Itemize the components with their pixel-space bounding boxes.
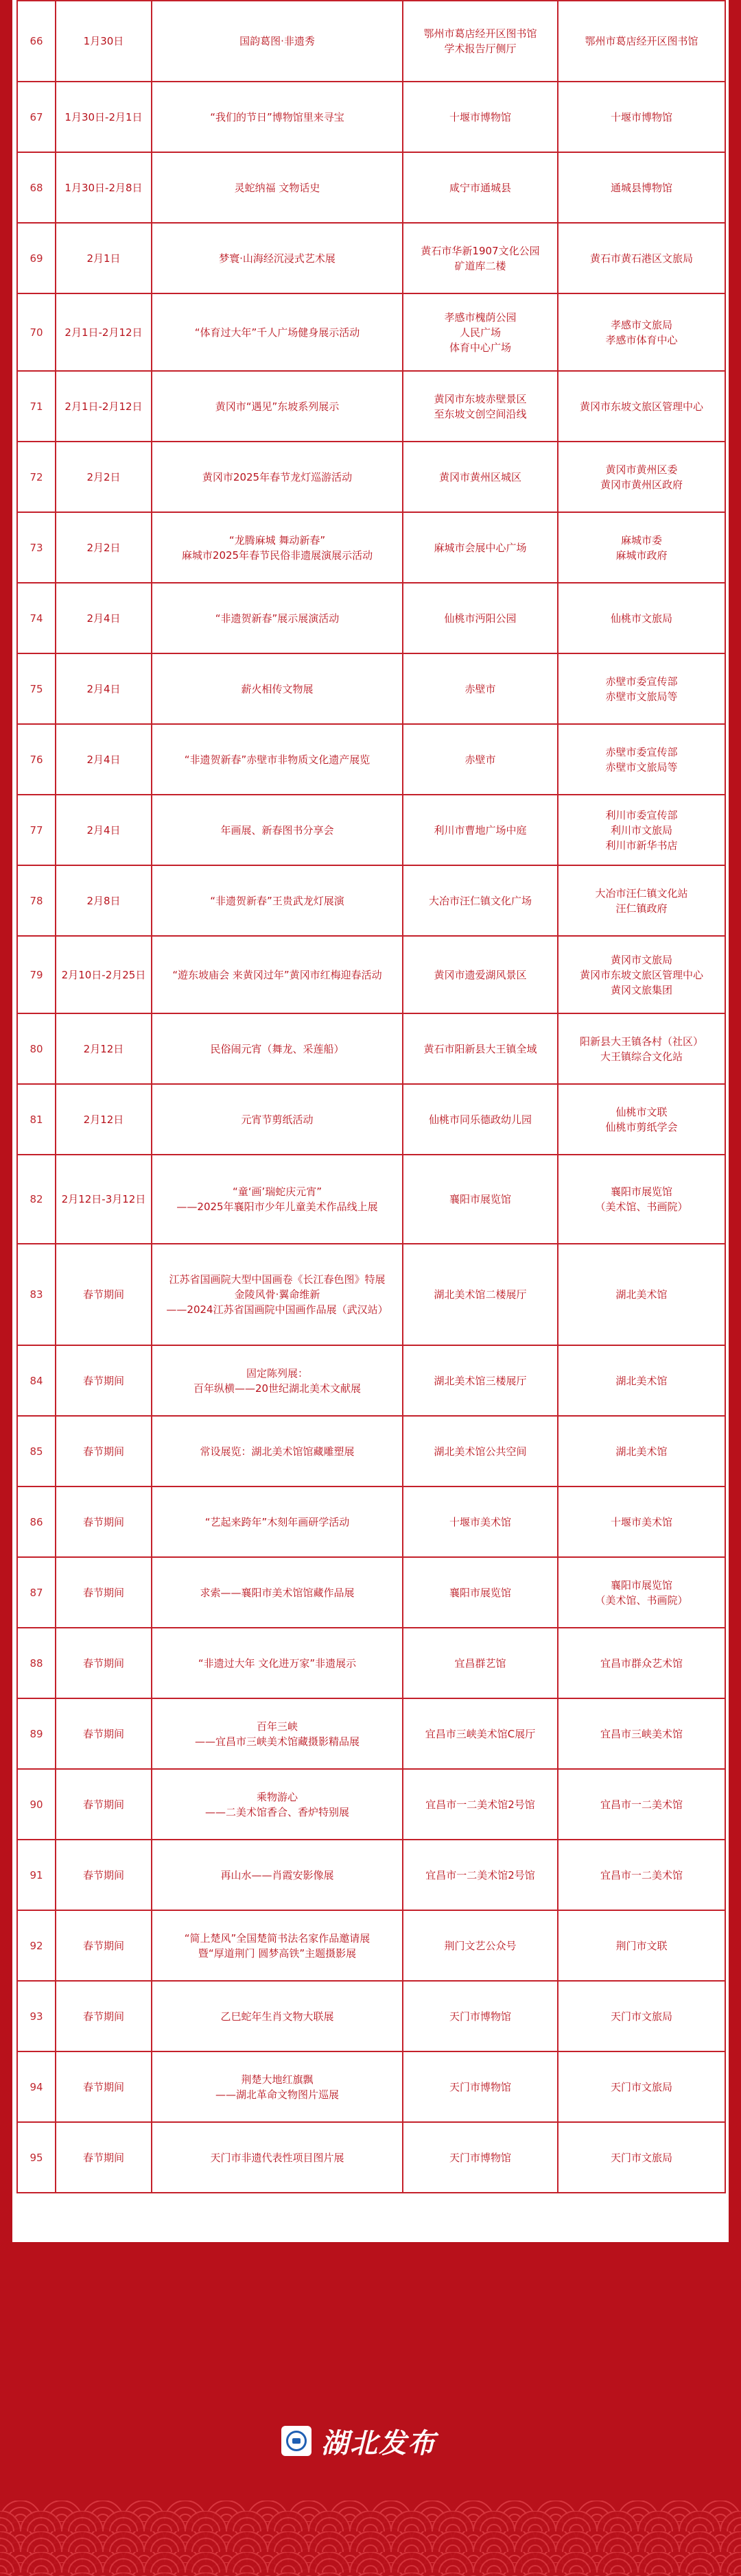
cell-venue: 仙桃市沔阳公园	[403, 583, 558, 653]
cell-venue: 黄石市华新1907文化公园 矿道库二楼	[403, 223, 558, 293]
cell-date: 2月12日	[56, 1013, 152, 1084]
cell-organizer: 黄石市黄石港区文旅局	[558, 223, 725, 293]
cell-organizer: 襄阳市展览馆 （美术馆、书画院）	[558, 1155, 725, 1244]
cell-organizer: 荆门市文联	[558, 1910, 725, 1981]
table-row	[17, 1557, 725, 1628]
cell-venue: 鄂州市葛店经开区图书馆 学术报告厅侧厅	[403, 1, 558, 82]
cell-organizer: 利川市委宣传部 利川市文旅局 利川市新华书店	[558, 795, 725, 865]
cell-event-name: 薪火相传文物展	[152, 653, 403, 724]
table-row	[17, 1013, 725, 1084]
cell-number: 80	[17, 1013, 56, 1084]
cell-venue: 襄阳市展览馆	[403, 1155, 558, 1244]
table-row	[17, 1628, 725, 1698]
cell-venue: 宜昌市一二美术馆2号馆	[403, 1840, 558, 1910]
cell-venue: 襄阳市展览馆	[403, 1557, 558, 1628]
cell-number: 66	[17, 1, 56, 82]
cell-venue: 荆门文艺公众号	[403, 1910, 558, 1981]
table-row	[17, 1769, 725, 1840]
cell-number: 92	[17, 1910, 56, 1981]
cell-date: 1月30日	[56, 1, 152, 82]
cell-number: 74	[17, 583, 56, 653]
cell-number: 87	[17, 1557, 56, 1628]
cell-number: 81	[17, 1084, 56, 1155]
cell-organizer: 黄冈市黄州区委 黄冈市黄州区政府	[558, 442, 725, 512]
cell-number: 75	[17, 653, 56, 724]
cell-event-name: 民俗闹元宵（舞龙、采莲船）	[152, 1013, 403, 1084]
cell-event-name: 乘物游心 ——二美术馆香合、香炉特别展	[152, 1769, 403, 1840]
cell-organizer: 宜昌市一二美术馆	[558, 1840, 725, 1910]
cell-organizer: 鄂州市葛店经开区图书馆	[558, 1, 725, 82]
schedule-card	[12, 0, 729, 2242]
table-row	[17, 1084, 725, 1155]
cell-event-name: 乙巳蛇年生肖文物大联展	[152, 1981, 403, 2051]
cell-date: 2月2日	[56, 442, 152, 512]
cell-venue: 孝感市槐荫公园 人民广场 体育中心广场	[403, 293, 558, 371]
cell-venue: 宜昌市一二美术馆2号馆	[403, 1769, 558, 1840]
cell-date: 2月8日	[56, 865, 152, 936]
cell-number: 91	[17, 1840, 56, 1910]
cell-venue: 天门市博物馆	[403, 2122, 558, 2193]
cell-date: 春节期间	[56, 2051, 152, 2122]
cell-date: 1月30日-2月8日	[56, 152, 152, 223]
cell-number: 71	[17, 371, 56, 442]
cell-date: 2月12日	[56, 1084, 152, 1155]
cell-date: 2月10日-2月25日	[56, 936, 152, 1013]
cell-organizer: 宜昌市群众艺术馆	[558, 1628, 725, 1698]
cell-organizer: 天门市文旅局	[558, 2051, 725, 2122]
cell-event-name: “非遗贺新春”王贵武龙灯展演	[152, 865, 403, 936]
cell-date: 1月30日-2月1日	[56, 82, 152, 152]
cell-date: 2月1日	[56, 223, 152, 293]
table-row	[17, 2051, 725, 2122]
table-row	[17, 936, 725, 1013]
cell-organizer: 阳新县大王镇各村（社区） 大王镇综合文化站	[558, 1013, 725, 1084]
cell-date: 2月4日	[56, 583, 152, 653]
cell-organizer: 黄冈市东坡文旅区管理中心	[558, 371, 725, 442]
table-row	[17, 1244, 725, 1345]
cell-organizer: 宜昌市三峡美术馆	[558, 1698, 725, 1769]
cell-date: 春节期间	[56, 1557, 152, 1628]
cell-event-name: 灵蛇纳福 文物话史	[152, 152, 403, 223]
cell-number: 95	[17, 2122, 56, 2193]
cell-venue: 赤壁市	[403, 724, 558, 795]
cell-number: 93	[17, 1981, 56, 2051]
events-table	[16, 0, 726, 2193]
cell-venue: 宜昌群艺馆	[403, 1628, 558, 1698]
table-row	[17, 653, 725, 724]
cell-event-name: 黄冈市2025年春节龙灯巡游活动	[152, 442, 403, 512]
cell-number: 94	[17, 2051, 56, 2122]
cell-venue: 黄冈市遗爱湖风景区	[403, 936, 558, 1013]
cell-event-name: 再山水——肖霞安影像展	[152, 1840, 403, 1910]
table-row	[17, 442, 725, 512]
table-row	[17, 1698, 725, 1769]
cell-organizer: 襄阳市展览馆 （美术馆、书画院）	[558, 1557, 725, 1628]
cell-event-name: 固定陈列展： 百年纵横——20世纪湖北美术文献展	[152, 1345, 403, 1416]
cell-venue: 黄冈市东坡赤壁景区 至东坡文创空间沿线	[403, 371, 558, 442]
hubei-fabu-logo-icon	[281, 2426, 311, 2456]
cell-organizer: 孝感市文旅局 孝感市体育中心	[558, 293, 725, 371]
brand-logo[interactable]	[281, 2420, 436, 2461]
table-row	[17, 1486, 725, 1557]
cell-event-name: 元宵节剪纸活动	[152, 1084, 403, 1155]
cell-event-name: 荆楚大地红旗飘 ——湖北革命文物图片巡展	[152, 2051, 403, 2122]
cell-venue: 天门市博物馆	[403, 2051, 558, 2122]
footer-band	[0, 2242, 741, 2576]
table-row	[17, 152, 725, 223]
cell-date: 2月1日-2月12日	[56, 293, 152, 371]
cell-venue: 宜昌市三峡美术馆C展厅	[403, 1698, 558, 1769]
cell-organizer: 宜昌市一二美术馆	[558, 1769, 725, 1840]
cell-organizer: 黄冈市文旅局 黄冈市东坡文旅区管理中心 黄冈文旅集团	[558, 936, 725, 1013]
cell-organizer: 赤壁市委宣传部 赤壁市文旅局等	[558, 653, 725, 724]
cell-event-name: 百年三峡 ——宜昌市三峡美术馆藏摄影精品展	[152, 1698, 403, 1769]
events-table-body	[17, 1, 725, 2193]
cell-number: 79	[17, 936, 56, 1013]
cell-event-name: 国韵葛图·非遗秀	[152, 1, 403, 82]
cell-organizer: 十堰市美术馆	[558, 1486, 725, 1557]
cell-date: 春节期间	[56, 1981, 152, 2051]
cell-event-name: “非遗贺新春”展示展演活动	[152, 583, 403, 653]
cell-event-name: “非遗过大年 文化进万家”非遗展示	[152, 1628, 403, 1698]
cell-event-name: 黄冈市“遇见”东坡系列展示	[152, 371, 403, 442]
table-row	[17, 1416, 725, 1486]
cell-venue: 大冶市汪仁镇文化广场	[403, 865, 558, 936]
cell-organizer: 天门市文旅局	[558, 1981, 725, 2051]
cell-date: 2月4日	[56, 795, 152, 865]
cell-number: 69	[17, 223, 56, 293]
table-row	[17, 1910, 725, 1981]
cell-organizer: 仙桃市文联 仙桃市剪纸学会	[558, 1084, 725, 1155]
cell-venue: 湖北美术馆公共空间	[403, 1416, 558, 1486]
table-row	[17, 1155, 725, 1244]
cell-venue: 赤壁市	[403, 653, 558, 724]
cell-number: 90	[17, 1769, 56, 1840]
cell-organizer: 仙桃市文旅局	[558, 583, 725, 653]
cell-event-name: “体育过大年”千人广场健身展示活动	[152, 293, 403, 371]
cell-event-name: 求索——襄阳市美术馆馆藏作品展	[152, 1557, 403, 1628]
cell-venue: 湖北美术馆三楼展厅	[403, 1345, 558, 1416]
cell-event-name: “遊东坡庙会 来黄冈过年”黄冈市红梅迎春活动	[152, 936, 403, 1013]
cell-number: 67	[17, 82, 56, 152]
cell-organizer: 大冶市汪仁镇文化站 汪仁镇政府	[558, 865, 725, 936]
cell-date: 2月4日	[56, 724, 152, 795]
cell-event-name: “我们的节日”博物馆里来寻宝	[152, 82, 403, 152]
cell-organizer: 湖北美术馆	[558, 1345, 725, 1416]
cell-event-name: “非遗贺新春”赤壁市非物质文化遗产展览	[152, 724, 403, 795]
cell-event-name: 常设展览：湖北美术馆馆藏雕塑展	[152, 1416, 403, 1486]
cell-organizer: 通城县博物馆	[558, 152, 725, 223]
cell-event-name: 年画展、新春图书分享会	[152, 795, 403, 865]
cell-organizer: 十堰市博物馆	[558, 82, 725, 152]
table-row	[17, 2122, 725, 2193]
cell-number: 83	[17, 1244, 56, 1345]
cell-organizer: 湖北美术馆	[558, 1244, 725, 1345]
cell-venue: 黄石市阳新县大王镇全域	[403, 1013, 558, 1084]
cell-organizer: 麻城市委 麻城市政府	[558, 512, 725, 583]
cell-date: 春节期间	[56, 1345, 152, 1416]
cell-number: 85	[17, 1416, 56, 1486]
cell-date: 2月1日-2月12日	[56, 371, 152, 442]
cell-number: 84	[17, 1345, 56, 1416]
cell-event-name: “简上楚风”全国楚简书法名家作品邀请展 暨“厚道荆门 圆梦高铁”主题摄影展	[152, 1910, 403, 1981]
table-row	[17, 293, 725, 371]
cell-venue: 十堰市博物馆	[403, 82, 558, 152]
cell-venue: 利川市曹地广场中庭	[403, 795, 558, 865]
cell-venue: 黄冈市黄州区城区	[403, 442, 558, 512]
cell-date: 春节期间	[56, 1698, 152, 1769]
cell-date: 春节期间	[56, 2122, 152, 2193]
cell-number: 68	[17, 152, 56, 223]
cell-venue: 麻城市会展中心广场	[403, 512, 558, 583]
cell-number: 72	[17, 442, 56, 512]
cell-date: 2月4日	[56, 653, 152, 724]
cell-venue: 湖北美术馆二楼展厅	[403, 1244, 558, 1345]
cell-organizer: 赤壁市委宣传部 赤壁市文旅局等	[558, 724, 725, 795]
cell-date: 2月2日	[56, 512, 152, 583]
cell-date: 春节期间	[56, 1416, 152, 1486]
cell-date: 春节期间	[56, 1769, 152, 1840]
cell-event-name: “龙腾麻城 舞动新春” 麻城市2025年春节民俗非遗展演展示活动	[152, 512, 403, 583]
cell-number: 77	[17, 795, 56, 865]
cell-number: 86	[17, 1486, 56, 1557]
cell-number: 73	[17, 512, 56, 583]
table-row	[17, 1345, 725, 1416]
table-row	[17, 583, 725, 653]
cell-number: 82	[17, 1155, 56, 1244]
cell-event-name: 天门市非遗代表性项目图片展	[152, 2122, 403, 2193]
cell-number: 88	[17, 1628, 56, 1698]
cell-venue: 天门市博物馆	[403, 1981, 558, 2051]
cell-date: 春节期间	[56, 1840, 152, 1910]
cell-date: 春节期间	[56, 1244, 152, 1345]
table-row	[17, 724, 725, 795]
cell-number: 70	[17, 293, 56, 371]
cell-event-name: 梦寰·山海经沉浸式艺术展	[152, 223, 403, 293]
cell-event-name: “艺起来跨年”木刻年画研学活动	[152, 1486, 403, 1557]
cell-date: 春节期间	[56, 1910, 152, 1981]
brand-text: 湖北发布	[321, 2427, 436, 2459]
cell-number: 78	[17, 865, 56, 936]
cell-date: 春节期间	[56, 1486, 152, 1557]
table-row	[17, 795, 725, 865]
cell-number: 89	[17, 1698, 56, 1769]
cell-date: 春节期间	[56, 1628, 152, 1698]
wave-pattern-decoration	[0, 2501, 741, 2576]
table-row	[17, 865, 725, 936]
cell-venue: 咸宁市通城县	[403, 152, 558, 223]
cell-event-name: 江苏省国画院大型中国画卷《长江春色图》特展 金陵风骨·翼命维新 ——2024江苏省国画院中国画作品展（武汉站）	[152, 1244, 403, 1345]
cell-organizer: 天门市文旅局	[558, 2122, 725, 2193]
table-row	[17, 1981, 725, 2051]
cell-number: 76	[17, 724, 56, 795]
cell-venue: 十堰市美术馆	[403, 1486, 558, 1557]
table-row	[17, 1840, 725, 1910]
table-row	[17, 371, 725, 442]
table-row	[17, 82, 725, 152]
table-row	[17, 223, 725, 293]
table-row	[17, 512, 725, 583]
cell-venue: 仙桃市同乐德政幼儿园	[403, 1084, 558, 1155]
cell-organizer: 湖北美术馆	[558, 1416, 725, 1486]
cell-date: 2月12日-3月12日	[56, 1155, 152, 1244]
cell-event-name: “童‘画’瑞蛇庆元宵” ——2025年襄阳市少年儿童美术作品线上展	[152, 1155, 403, 1244]
table-row	[17, 1, 725, 82]
